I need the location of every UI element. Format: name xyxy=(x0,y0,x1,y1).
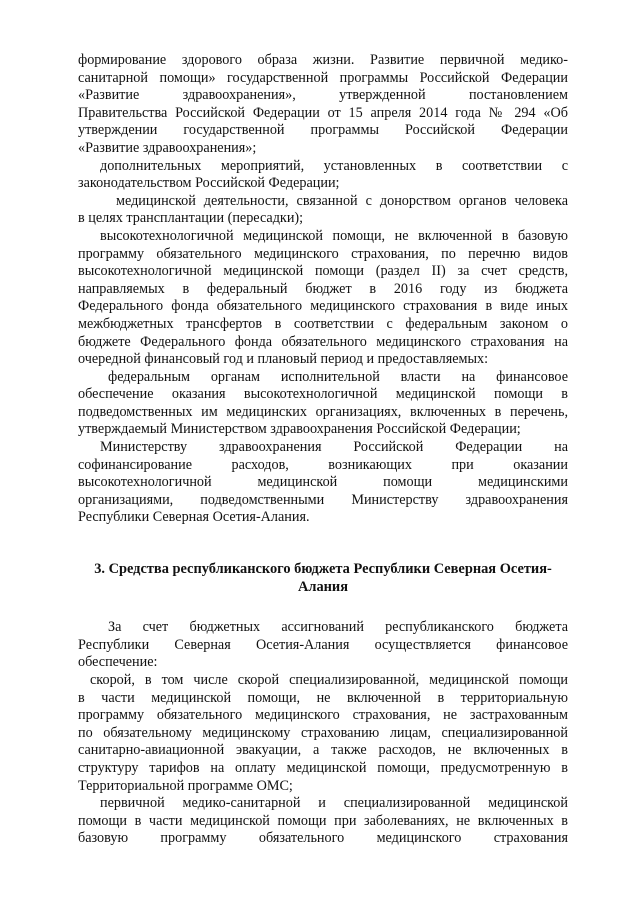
text-line: Территориальной программе ОМС; xyxy=(78,777,293,794)
text-line: обеспечение оказания высокотехнологичной медицинской помощи в xyxy=(78,386,568,403)
text-line: федеральным органам исполнительной власти на финансовое xyxy=(108,368,568,385)
text-line: Федерального фонда обязательного медицинского страхования в виде иных xyxy=(78,298,568,315)
text-line: утверждении государственной программы Российской Федерации xyxy=(78,122,568,139)
text-line: медицинской деятельности, связанной с донорством органов человека xyxy=(116,192,568,209)
text-line: организациями, подведомственными Министерству здравоохранения xyxy=(78,491,568,508)
heading-line: Алания xyxy=(297,578,349,595)
text-line: Правительства Российской Федерации от 15 апреля 2014 года № 294 «Об xyxy=(78,104,568,121)
text-line: бюджете Федерального фонда обязательного медицинского страхования на xyxy=(78,333,568,350)
text-line: утверждаемый Министерством здравоохранения Российской Федерации; xyxy=(78,421,521,438)
text-line: в части медицинской помощи, не включенной в территориальную xyxy=(78,689,568,706)
text-line: базовую программу обязательного медицинского страхования xyxy=(78,830,568,847)
section-heading xyxy=(78,561,568,596)
text-line: первичной медико-санитарной и специализированной медицинской xyxy=(100,795,568,812)
text-line: направляемых в федеральный бюджет в 2016 году из бюджета xyxy=(78,280,568,297)
text-line: программу обязательного медицинского страхования, по перечню видов xyxy=(78,245,568,262)
text-line: Министерству здравоохранения Российской Федерации на xyxy=(100,439,568,456)
section-bottom xyxy=(78,619,568,848)
text-line: скорой, в том числе скорой специализированной, медицинской помощи xyxy=(90,672,568,688)
text-line: Республики Северная Осетия-Алания осуществляется финансовое xyxy=(78,636,568,653)
text-line: Республики Северная Осетия-Алания. xyxy=(78,509,310,526)
text-line: высокотехнологичной медицинской помощи, не включенной в базовую xyxy=(100,227,568,244)
text-line: программу обязательного медицинского страхования, не застрахованным xyxy=(78,707,568,724)
document-page xyxy=(78,52,568,848)
paragraph-p2 xyxy=(78,158,568,193)
text-line: очередной финансовый год и плановый период и предоставляемых: xyxy=(78,351,489,368)
spacer xyxy=(78,596,568,619)
paragraph-p1 xyxy=(78,52,568,158)
paragraph-p6 xyxy=(78,439,568,527)
section-top xyxy=(78,52,568,527)
text-line: За счет бюджетных ассигнований республиканского бюджета xyxy=(108,619,568,636)
text-line: высокотехнологичной медицинской помощи (раздел II) за счет средств, xyxy=(78,263,568,280)
text-line: законодательством Российской Федерации; xyxy=(78,175,340,192)
text-line: структуру тарифов на оплату медицинской помощи, предусмотренную в xyxy=(78,759,568,776)
text-line: санитарно-авиационной эвакуации, а также расходов, не включенных в xyxy=(78,742,568,759)
text-line: высокотехнологичной медицинской помощи медицинскими xyxy=(78,474,568,491)
paragraph-p8 xyxy=(78,672,568,795)
paragraph-p3 xyxy=(78,193,568,228)
text-line: помощи в части медицинской помощи при заболеваниях, не включенных в xyxy=(78,812,568,829)
heading-line: 3. Средства республиканского бюджета Республики Северная Осетия- xyxy=(94,561,552,578)
text-line: «Развитие здравоохранения», утвержденной постановлением xyxy=(78,87,568,104)
text-line: «Развитие здравоохранения»; xyxy=(78,139,257,156)
text-line: дополнительных мероприятий, установленных в соответствии с xyxy=(100,157,568,174)
text-line: санитарной помощи» государственной программы Российской Федерации xyxy=(78,69,568,86)
paragraph-p7 xyxy=(78,619,568,672)
text-line: межбюджетных трансфертов в соответствии с федеральным законом о xyxy=(78,315,568,332)
paragraph-p9 xyxy=(78,795,568,848)
spacer xyxy=(78,527,568,561)
text-line: обеспечение: xyxy=(78,654,158,671)
text-line: по обязательному медицинскому страхованию лицам, специализированной xyxy=(78,724,568,741)
paragraph-p5 xyxy=(78,369,568,439)
text-line: софинансирование расходов, возникающих при оказании xyxy=(78,456,568,473)
text-line: подведомственных им медицинских организациях, включенных в перечень, xyxy=(78,403,568,420)
text-line: формирование здорового образа жизни. Развитие первичной медико- xyxy=(78,52,568,68)
text-line: в целях трансплантации (пересадки); xyxy=(78,210,304,227)
paragraph-p4 xyxy=(78,228,568,369)
